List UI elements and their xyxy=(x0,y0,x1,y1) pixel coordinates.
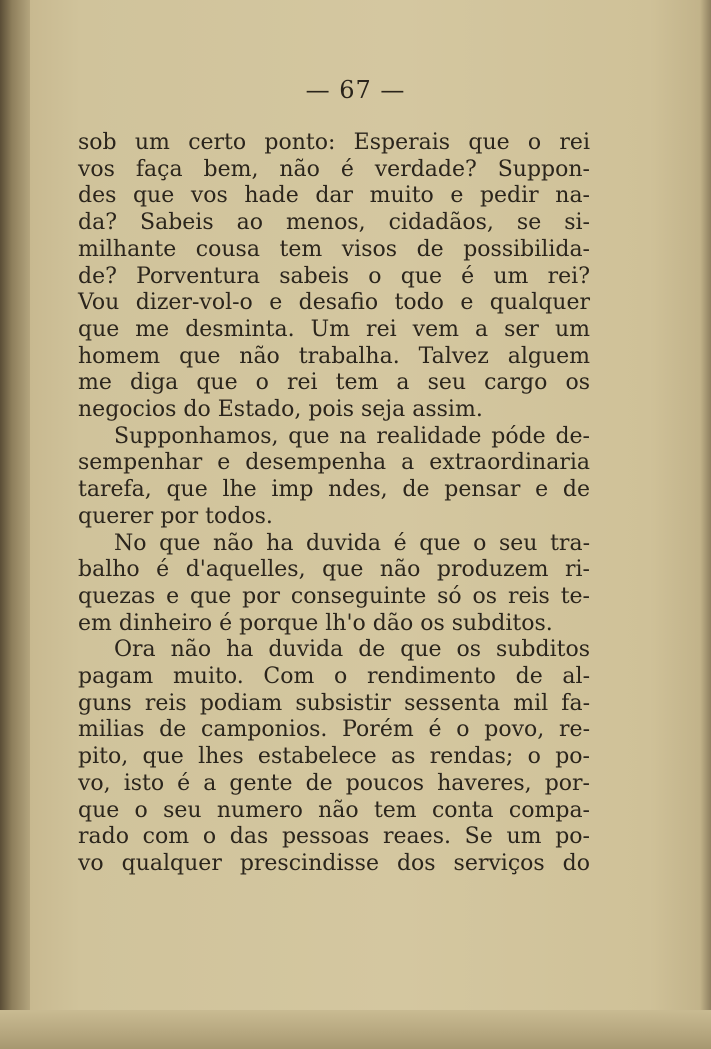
text-line: tarefa, que lhe imp ndes, de pensar e de xyxy=(78,477,590,503)
text-line: em dinheiro é porque lh'o dão os subditos. xyxy=(78,610,553,636)
text-line: vo, isto é a gente de poucos haveres, por- xyxy=(78,770,590,796)
text-line: vo qualquer prescindisse dos serviços do xyxy=(78,850,590,876)
text-line: sempenhar e desempenha a extraordinaria xyxy=(78,450,590,476)
text-line: Vou dizer-vol-o e desafio todo e qualquer xyxy=(78,290,590,316)
text-line: des que vos hade dar muito e pedir na- xyxy=(78,183,590,209)
text-line: sob um certo ponto: Esperais que o rei xyxy=(78,130,590,155)
text-line: querer por todos. xyxy=(78,503,273,529)
text-line: milhante cousa tem visos de possibilida- xyxy=(78,236,590,262)
text-line: Ora não ha duvida de que os subditos xyxy=(114,637,590,663)
text-line: pagam muito. Com o rendimento de al- xyxy=(78,664,590,690)
text-line: homem que não trabalha. Talvez alguem xyxy=(78,343,590,369)
text-line: pito, que lhes estabelece as rendas; o po- xyxy=(78,744,590,770)
text-line: guns reis podiam subsistir sessenta mil fa- xyxy=(78,690,590,716)
text-line: que me desminta. Um rei vem a ser um xyxy=(78,316,590,342)
body-text xyxy=(78,130,590,878)
text-line: milias de camponios. Porém é o povo, re- xyxy=(78,717,590,743)
text-line: No que não ha duvida é que o seu tra- xyxy=(114,530,590,556)
text-line: balho é d'aquelles, que não produzem ri- xyxy=(78,557,590,583)
text-line: de? Porventura sabeis o que é um rei? xyxy=(78,263,590,289)
text-line: vos faça bem, não é verdade? Suppon- xyxy=(78,156,590,182)
text-line: me diga que o rei tem a seu cargo os xyxy=(78,370,590,396)
page-bottom-edge xyxy=(0,1010,711,1049)
book-spine xyxy=(0,0,30,1049)
text-line: quezas e que por conseguinte só os reis te- xyxy=(78,583,590,609)
text-line: da? Sabeis ao menos, cidadãos, se si- xyxy=(78,210,590,236)
text-line: negocios do Estado, pois seja assim. xyxy=(78,397,483,423)
text-line: Supponhamos, que na realidade póde de- xyxy=(114,423,590,449)
text-line: rado com o das pessoas reaes. Se um po- xyxy=(78,824,590,850)
text-line: que o seu numero não tem conta compa- xyxy=(78,797,590,823)
page-number: — 67 — xyxy=(305,76,406,104)
